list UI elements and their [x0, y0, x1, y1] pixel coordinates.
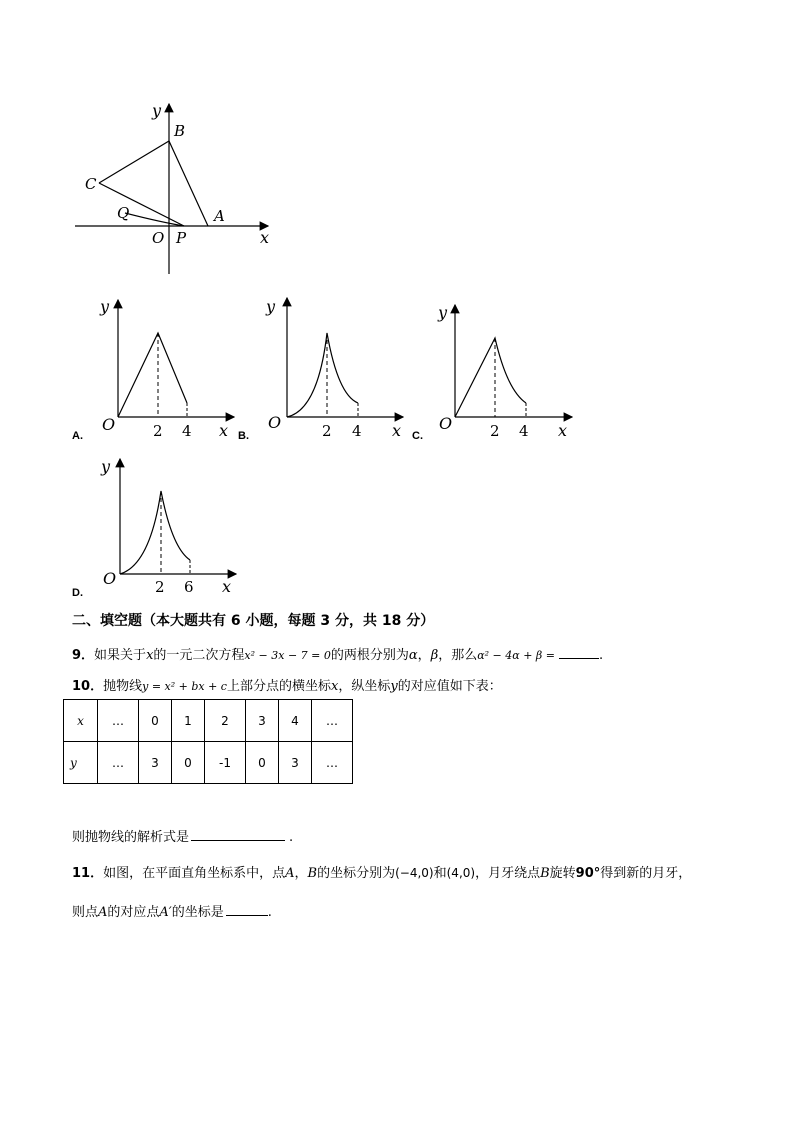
- curve: [120, 491, 190, 574]
- q10-text1: 抛物线: [103, 679, 143, 694]
- table-cell: 0: [172, 742, 205, 784]
- q9-text1: 如果关于: [94, 648, 147, 663]
- table-cell: 3: [246, 700, 279, 742]
- question-11-line2: [72, 901, 272, 920]
- table-row: [64, 700, 353, 742]
- question-9: [72, 644, 603, 663]
- q11-degree: 90°: [575, 866, 601, 881]
- q11-line2-text3: 的坐标是: [171, 905, 224, 920]
- q10-var-x: x: [331, 679, 339, 694]
- q10-var-y: y: [390, 679, 398, 694]
- table-cell: 0: [139, 700, 172, 742]
- q11-line2-text2: 的对应点: [107, 905, 160, 920]
- label-y: y: [100, 297, 110, 316]
- table-cell: 0: [246, 742, 279, 784]
- label-y: y: [152, 101, 162, 120]
- label-o: O: [102, 415, 116, 434]
- tick-4: 4: [519, 422, 529, 440]
- tick-4: 4: [352, 422, 362, 440]
- q9-alpha: α: [408, 648, 418, 663]
- q9-end: .: [598, 648, 604, 663]
- q9-text2: 的一元二次方程: [153, 648, 245, 663]
- q11-text1: 如图，在平面直角坐标系中，点: [103, 866, 286, 881]
- q9-answer-blank[interactable]: [559, 658, 599, 659]
- table-cell: 3: [139, 742, 172, 784]
- q10-text4: 的对应值如下表：: [397, 679, 502, 694]
- label-o: O: [103, 569, 117, 588]
- label-x: x: [392, 421, 402, 440]
- option-c-letter: C.: [412, 430, 423, 442]
- label-o: O: [268, 413, 282, 432]
- tick-2: 2: [490, 422, 500, 440]
- table-cell: 3: [279, 742, 312, 784]
- table-cell: 4: [279, 700, 312, 742]
- label-x: x: [260, 228, 270, 247]
- q11-point-a2: A: [98, 905, 108, 920]
- tick-2: 2: [322, 422, 332, 440]
- table-cell: y: [64, 742, 98, 784]
- label-y: y: [266, 297, 276, 316]
- q9-beta: β: [430, 648, 439, 663]
- label-c: C: [85, 175, 97, 193]
- q10-answer-blank[interactable]: [191, 840, 285, 841]
- q9-var-x: x: [146, 648, 154, 663]
- q10-text2: 上部分点的横坐标: [226, 679, 331, 694]
- q11-point-b2: B: [540, 866, 550, 881]
- q11-text2: 的坐标分别为: [317, 866, 396, 881]
- table-cell: 2: [205, 700, 246, 742]
- q11-answer-blank[interactable]: [226, 915, 268, 916]
- q11-text4: ，月牙绕点: [475, 866, 541, 881]
- q10-function: y = x² + bx + c: [142, 680, 227, 693]
- q10-answer-line: [72, 826, 293, 845]
- label-y: y: [438, 303, 448, 322]
- tick-2: 2: [153, 422, 163, 440]
- option-d-letter: D.: [72, 587, 83, 599]
- label-a: A: [214, 207, 225, 225]
- q10-answer-prefix: 则抛物线的解析式是: [72, 830, 190, 845]
- option-a-letter: A.: [72, 430, 83, 442]
- label-x: x: [558, 421, 568, 440]
- table-cell: …: [98, 700, 139, 742]
- question-11: [72, 862, 691, 881]
- label-q: Q: [117, 204, 130, 222]
- label-o: O: [439, 414, 453, 433]
- q11-number: 11．: [72, 866, 104, 881]
- question-10: [72, 675, 502, 694]
- label-p: P: [176, 229, 187, 247]
- label-x: x: [219, 421, 229, 440]
- table-cell: x: [64, 700, 98, 742]
- q11-point-b: B: [307, 866, 318, 881]
- tick-2: 2: [155, 578, 165, 596]
- q11-end: .: [267, 905, 272, 920]
- table-cell: …: [312, 700, 353, 742]
- option-b-letter: B.: [238, 430, 249, 442]
- q9-number: 9．: [72, 648, 95, 663]
- label-b: B: [174, 122, 186, 140]
- q9-equation: x² − 3x − 7 = 0: [244, 649, 331, 662]
- q10-number: 10．: [72, 679, 104, 694]
- q11-sep: ，: [294, 866, 308, 881]
- q9-sep: ，: [417, 648, 431, 663]
- q11-point-a-prime: A′: [159, 905, 172, 920]
- tick-6: 6: [184, 578, 194, 596]
- label-x: x: [222, 577, 232, 596]
- q11-point-a: A: [285, 866, 295, 881]
- table-cell: …: [312, 742, 353, 784]
- q10-end: .: [289, 830, 294, 845]
- table-row: [64, 742, 353, 784]
- q11-text5: 旋转: [549, 866, 576, 881]
- table-cell: -1: [205, 742, 246, 784]
- q10-value-table: [63, 699, 353, 784]
- q9-text4: ，那么: [438, 648, 478, 663]
- q11-line2-text1: 则点: [72, 905, 99, 920]
- table-cell: …: [98, 742, 139, 784]
- table-cell: 1: [172, 700, 205, 742]
- section2-heading: 二、填空题（本大题共有 6 小题，每题 3 分，共 18 分）: [72, 613, 435, 629]
- label-o: O: [152, 229, 165, 247]
- q11-coord-a: (−4,0): [395, 866, 434, 880]
- q9-text3: 的两根分别为: [330, 648, 409, 663]
- q10-text3: ，纵坐标: [338, 679, 391, 694]
- q11-text3: 和: [433, 866, 447, 881]
- q11-coord-b: (4,0): [446, 866, 476, 880]
- q9-expr: α² − 4α + β =: [477, 649, 555, 662]
- q11-text6: 得到新的月牙，: [600, 866, 692, 881]
- tick-4: 4: [182, 422, 192, 440]
- label-y: y: [101, 457, 111, 476]
